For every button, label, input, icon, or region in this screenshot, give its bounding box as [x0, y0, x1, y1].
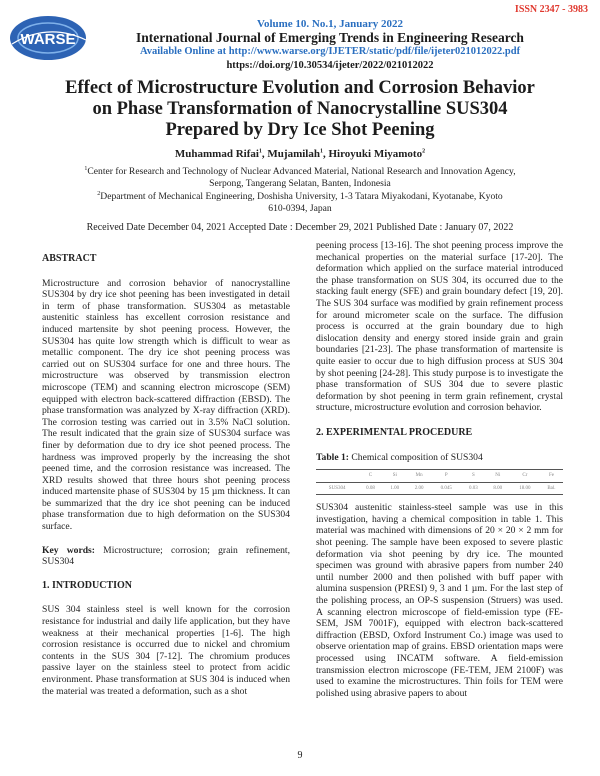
introduction-heading: 1. INTRODUCTION	[42, 579, 133, 591]
affil-2-sup: 2	[97, 191, 101, 197]
table-header-cell: Fe	[540, 470, 563, 483]
table-header-cell: C	[358, 470, 382, 483]
keywords-label: Key words:	[42, 544, 95, 556]
title-line-1: Effect of Microstructure Evolution and Corrosion Behavior	[65, 78, 535, 98]
table-cell: 0.045	[431, 482, 461, 495]
table-caption-label: Table 1:	[316, 451, 349, 463]
author-1-sup: 1	[258, 148, 262, 155]
table-header-cell: Mn	[407, 470, 431, 483]
table-header-cell: Si	[383, 470, 407, 483]
chemical-composition-table	[316, 469, 563, 495]
table-header-cell: Ni	[486, 470, 510, 483]
journal-name: International Journal of Emerging Trends in Engineering Research	[136, 30, 524, 45]
table-caption-text: Chemical composition of SUS304	[348, 451, 483, 463]
affil-1-line-b: Serpong, Tangerang Selatan, Banten, Indonesia	[209, 178, 391, 190]
author-1: Muhammad Rifai	[174, 148, 259, 160]
table-cell: 18.00	[510, 482, 540, 495]
title-line-3: Prepared by Dry Ice Shot Peening	[165, 120, 435, 140]
author-2-sup: 1	[319, 148, 323, 155]
title-line-2: on Phase Transformation of Nanocrystalline SUS304	[92, 99, 508, 119]
table-cell: 2.00	[407, 482, 431, 495]
author-list: Muhammad Rifai$^1$, Mujamilah$^1$, Hiroyuki Miyamoto$^2$	[174, 148, 426, 160]
affiliation-1	[40, 163, 560, 190]
author-2: Mujamilah	[267, 148, 320, 160]
affil-1-line-a: Center for Research and Technology of Nuclear Advanced Material, National Research and Innovation Agency,	[87, 166, 516, 178]
volume-line: Volume 10. No.1, January 2022	[257, 18, 403, 30]
warse-logo-icon	[8, 14, 94, 64]
table-cell: 0.03	[461, 482, 485, 495]
table-caption	[316, 452, 563, 464]
abstract-text: Microstructure and corrosion behavior of nanocrystalline SUS304 by dry ice shot peening has been investigated in detail in term of phase transformation. SUS304 as metastable austenitic stainless has excellent corrosion resistance and induced martensite by shot peening process. However, the SUS304 has quite low strength which is difficult to wear as metallic component. The dry ice shot peening process was carried out on SUS304 surface for one and three hours. The microstructure was observed by transmission electron microscope (TEM) and scanning electron microscope (SEM) equipped with electron back-scattered diffraction (EBSD). The phase transformation was analyzed by X-ray diffraction (XRD). The corrosion testing was carried out in 3.5% NaCl solution. The result indicated that the grain size of SUS304 surface was finer by deformation due to dry ice shot peened process. The hardness was improved properly by the increasing the shot peened time, and the corrosion resistance was increased. The XRD results showed that three hours shot peening process induced martensite phase of SUS304 by 15 µm thickness. It can be summarized that the dry ice shot peening can be induced phase transformation due to high deformation on the SUS304 surface.	[42, 277, 290, 533]
issn-label: ISSN 2347 - 3983	[514, 4, 588, 15]
affil-2-line-a: Department of Mechanical Engineering, Doshisha University, 1-3 Tatara Miyakodani, Kyotanabe, Kyoto	[100, 191, 503, 203]
table-header-cell: Cr	[510, 470, 540, 483]
table-header-cell: P	[431, 470, 461, 483]
table-row	[316, 482, 563, 495]
author-3-sup: 2	[422, 148, 426, 155]
table-cell: SUS304	[316, 482, 358, 495]
introduction-text: SUS 304 stainless steel is well known for the corrosion resistance for industrial and daily life application, but they have weakness at their mechanical properties [1-6]. The high corrosion resistance is occurred due to nickel and chromium contents in the SUS 304 [7-12]. The chromium produces passive layer on the stainless steel to protect from acidic environment. Phase transformation at SUS 304 is induced when the material was treated a deformation, such as a shot	[42, 604, 290, 697]
table-header-cell	[316, 470, 358, 483]
table-cell: 8.00	[486, 482, 510, 495]
experimental-heading: 2. EXPERIMENTAL PROCEDURE	[316, 426, 473, 438]
affil-1-sup: 1	[84, 166, 88, 172]
page-number: 9	[297, 750, 303, 761]
table-header-cell: S	[461, 470, 485, 483]
paper-title	[40, 78, 560, 141]
left-column	[42, 253, 290, 697]
abstract-heading: ABSTRACT	[42, 253, 97, 264]
right-column	[316, 240, 563, 699]
doi-link[interactable]: https://doi.org/10.30534/ijeter/2022/021012022	[226, 60, 434, 71]
introduction-continued-text: peening process [13-16]. The shot peening process improve the mechanical properties on the material surface [17-20]. The deformation which applied on the surface material introduced the phase transformation on SUS 304, its occurred due to the stacking fault energy (SFE) and grain boundary defect [19, 20]. The SUS 304 surface was modified by grain refinement process for around micrometer scale on the surface. The diffusion process is occurred at the grain boundary due to high dislocation density and energy stored inside grain and grain boundaries [21-23]. The phase transformation of martensite is quite easier to occur due to high diffusion process at SUS 304 by shot peening [24-28]. This study purpose is to investigate the phase transformation of SUS 304 due to severe plastic deformation by shot peening in term grain refinement, crystal structure, microstructure evolution and corrosion behavior.	[316, 240, 563, 414]
keywords-text: Microstructure; corrosion; grain refinement, SUS304	[42, 544, 290, 568]
table-cell: Bal.	[540, 482, 563, 495]
warse-logo	[8, 14, 94, 64]
experimental-text: SUS304 austenitic stainless-steel sample was use in this investigation, having a chemical composition in table 1. This material was machined with dimensions of 20 × 20 × 2 mm for shot peening. The sample have been exposed to severe plastic deformation via shot peening by dry ice. The mounted specimen was ground with abrasive papers from number 240 until number 2000 and then polished with buff paper with alumina suspension (PRESI) 9, 3 and 1 µm. For the last step of the polishing process, an OP-S suspension (Struers) was used. A scanning electron microscope of field-emission type (FE-SEM, JSM 7001F), equipped with electron back-scattered diffraction (EBSD, Oxford Instrument Co.) image was used to observe orientation map of grains. EBSD orientation maps were processed using INCATM software. A field-emission transmission electron microscope (FE-TEM, JEM 2100F) was used to examine the microstructures. Thin foils for TEM were polished using abrasive papers to about	[316, 502, 563, 699]
affil-2-line-b: 610-0394, Japan	[268, 203, 332, 215]
received-accepted-dates: Received Date December 04, 2021 Accepted Date : December 29, 2021 Published Date : January 07, 2022	[86, 222, 514, 233]
available-online-link[interactable]: Available Online at http://www.warse.org/IJETER/static/pdf/file/ijeter021012022.pdf	[139, 46, 521, 57]
table-cell: 1.00	[383, 482, 407, 495]
keywords	[42, 545, 290, 568]
table-header-row	[316, 470, 563, 483]
affiliation-2	[40, 188, 560, 215]
logo-text: WARSE	[20, 31, 76, 48]
author-3: Hiroyuki Miyamoto	[328, 148, 423, 160]
table-cell: 0.08	[358, 482, 382, 495]
